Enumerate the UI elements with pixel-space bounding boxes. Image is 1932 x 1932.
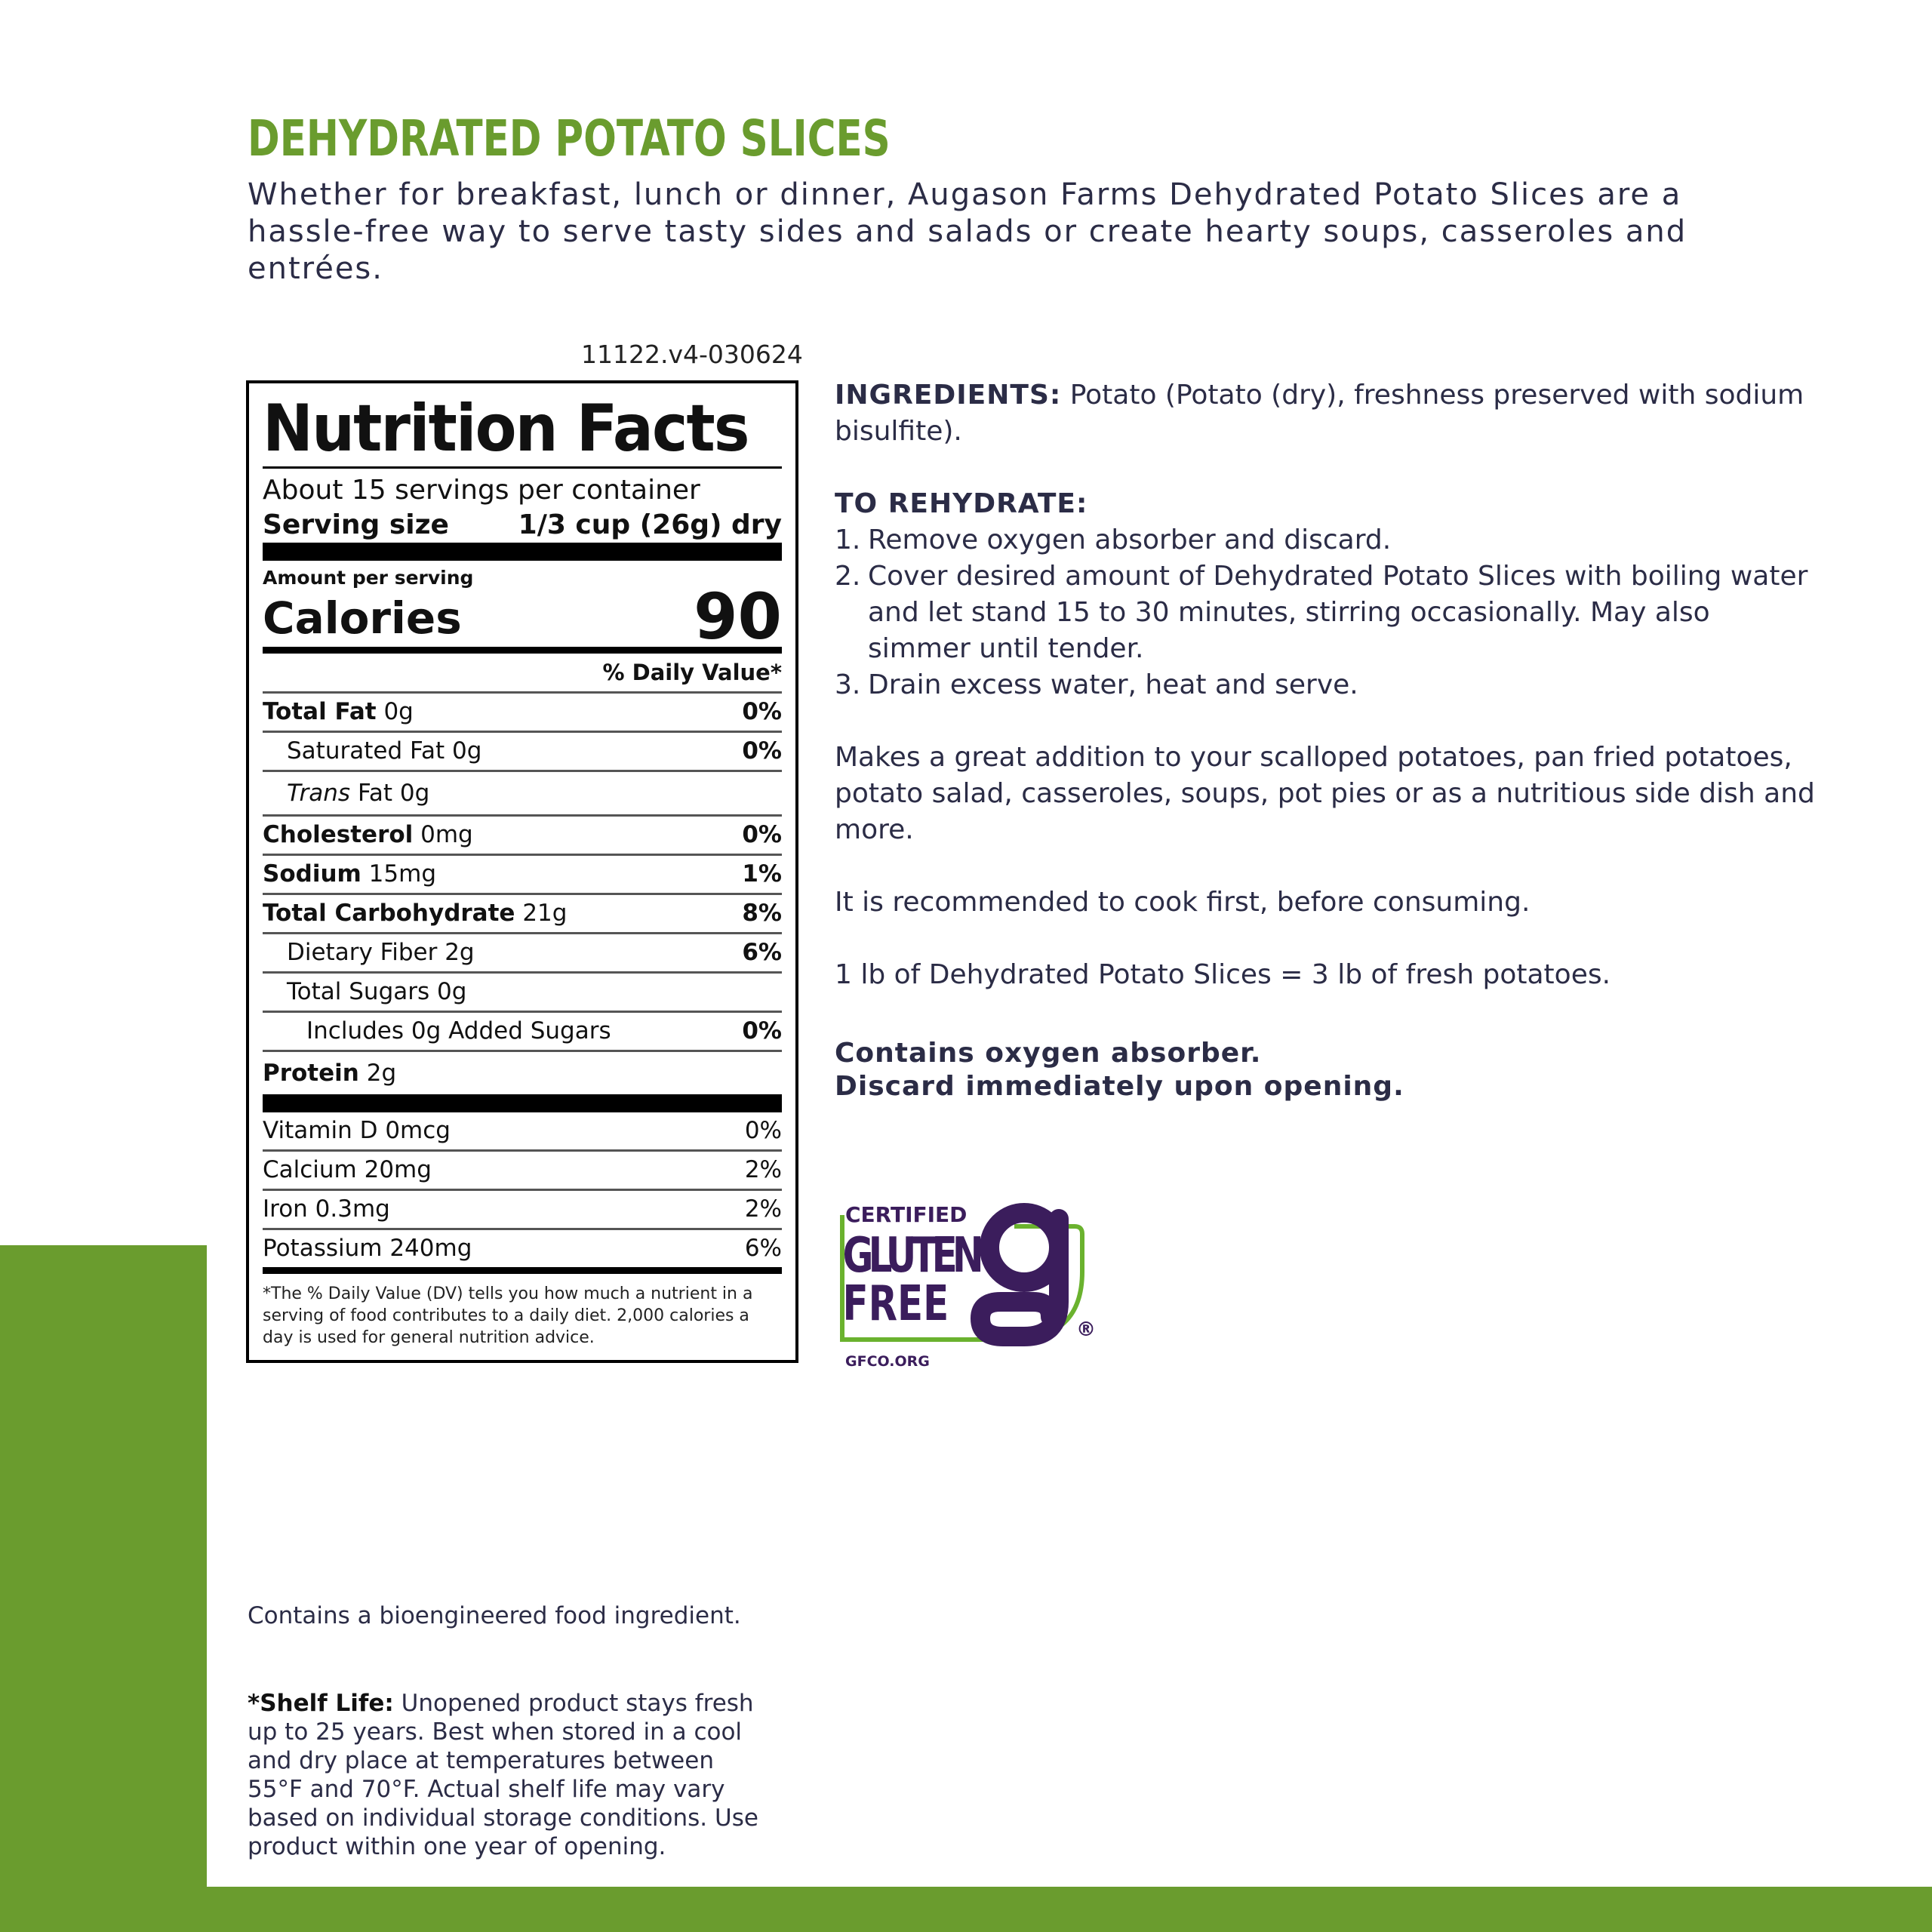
list-item: 2. Cover desired amount of Dehydrated Potato Slices with boiling water and let stand 15 to 30 minutes, stirring occasionally. May also simmer until tender. [835, 561, 1808, 664]
divider [263, 466, 782, 469]
usage-note: Makes a great addition to your scalloped potatoes, pan fried potatoes, potato salad, casseroles, soups, pot pies or as a nutritious side dish and more. [835, 742, 1815, 845]
calories-row [263, 580, 782, 654]
serving-size-value: 1/3 cup (26g) dry [518, 509, 782, 540]
logo-gluten: GLUTEN [842, 1226, 984, 1284]
nutrient-row: Cholesterol 0mg 0% [263, 814, 782, 854]
label-code: 11122.v4-030624 [581, 340, 803, 369]
nutrient-row: Trans Fat 0g [263, 770, 782, 814]
nutrient-row: Total Fat 0g 0% [263, 691, 782, 731]
daily-value-footnote: *The % Daily Value (DV) tells you how much a nutrient in a serving of food contributes to a daily diet. 2,000 calories a day is used for general nutrition advice. [263, 1284, 753, 1347]
green-side-panel [0, 1245, 207, 1932]
logo-free: FREE [842, 1275, 949, 1332]
certified-gluten-free-logo [833, 1189, 1097, 1370]
bioengineered-note: Contains a bioengineered food ingredient. [248, 1602, 741, 1629]
serving-size [263, 508, 782, 543]
nutrient-row: Total Carbohydrate 21g 8% [263, 893, 782, 932]
list-item: 1. Remove oxygen absorber and discard. [835, 525, 1392, 555]
vitamin-row: Iron 0.3mg 2% [263, 1189, 782, 1228]
cook-note: It is recommended to cook first, before consuming. [835, 887, 1531, 918]
daily-value-header: % Daily Value* [602, 660, 782, 685]
divider-thick [263, 1094, 782, 1112]
nutrition-facts-title: Nutrition Facts [263, 391, 749, 466]
conversion-note: 1 lb of Dehydrated Potato Slices = 3 lb of fresh potatoes. [835, 959, 1611, 990]
green-bottom-bar [0, 1887, 1932, 1932]
nutrient-row: Includes 0g Added Sugars 0% [263, 1011, 782, 1050]
logo-site: GFCO.ORG [845, 1353, 930, 1370]
amount-per-serving: Amount per serving [263, 567, 474, 589]
product-info-column [835, 377, 1816, 1103]
serving-size-label: Serving size [263, 509, 449, 540]
list-item: 3. Drain excess water, heat and serve. [835, 669, 1358, 700]
servings-per-container: About 15 servings per container [263, 475, 700, 506]
calories-label: Calories [263, 592, 462, 644]
vitamin-row: Calcium 20mg 2% [263, 1149, 782, 1189]
shelf-life-note: *Shelf Life: Unopened product stays fresh up to 25 years. Best when stored in a cool and dry place at temperatures between 55°F and 70°F. Actual shelf life may vary based on individual storage conditions. Use product within one year of opening. [248, 1690, 758, 1860]
oxygen-warning: Contains oxygen absorber. [835, 1038, 1262, 1069]
discard-warning: Discard immediately upon opening. [835, 1071, 1404, 1102]
logo-certified: CERTIFIED [845, 1202, 968, 1227]
vitamin-row: Potassium 240mg 6% [263, 1228, 782, 1267]
nutrient-row: Protein 2g [263, 1050, 782, 1094]
nutrient-row: Sodium 15mg 1% [263, 854, 782, 893]
nutrition-facts-panel [246, 380, 798, 1363]
logo-g-icon [980, 1213, 1059, 1337]
calories-value: 90 [694, 580, 782, 654]
logo-registered-mark: ® [1076, 1318, 1096, 1341]
ingredients: INGREDIENTS: Potato (Potato (dry), freshness preserved with sodium bisulfite). [835, 380, 1804, 447]
rehydrate-steps [835, 522, 1816, 703]
rehydrate-heading: TO REHYDRATE: [835, 488, 1088, 519]
vitamin-row: Vitamin D 0mcg 0% [263, 1117, 782, 1144]
product-description: Whether for breakfast, lunch or dinner, Augason Farms Dehydrated Potato Slices are a hassle-free way to serve tasty sides and salads or create hearty soups, casseroles and entrées. [248, 177, 1687, 286]
nutrient-row: Dietary Fiber 2g 6% [263, 932, 782, 971]
nutrient-row: Total Sugars 0g [263, 971, 782, 1011]
nutrient-row: Saturated Fat 0g 0% [263, 731, 782, 770]
divider-medium [263, 1267, 782, 1274]
product-title: DEHYDRATED POTATO SLICES [248, 109, 891, 168]
divider-thick [263, 543, 782, 561]
